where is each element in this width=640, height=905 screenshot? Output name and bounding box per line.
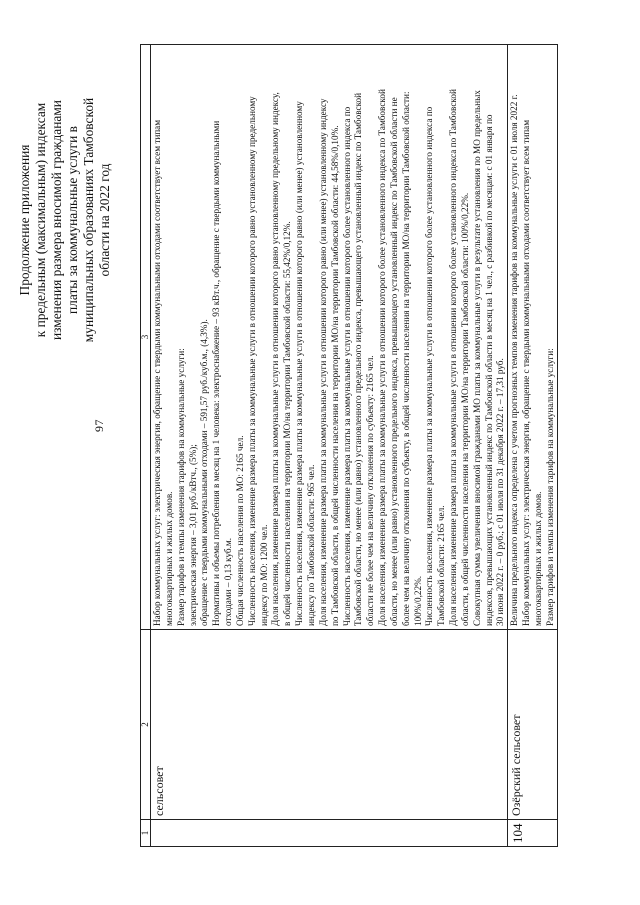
description-line: отходами – 0,13 куб.м.	[223, 538, 234, 626]
header-cell-2: 2	[141, 630, 151, 820]
description-line: Доля населения, изменение размера платы за коммунальные услуги в отношении которого равно установленному предельному индексу,	[270, 92, 281, 626]
description-line: области, в общей численности населения на территории МО/на территории Тамбовской области: 100%/0,22%.	[459, 192, 470, 626]
municipality-name: Озёрский сельсовет	[508, 630, 557, 820]
heading-line: области на 2022 год	[97, 163, 112, 277]
description-line: индексов, превышающих установленный индекс по Тамбовской области в месяц на 1 чел., с разбивкой по месяцам: с 01 января по	[483, 114, 494, 626]
description-line: электрическая энергия – 3,01 руб./кВтч., (5%);	[187, 444, 198, 626]
header-cell-1: 1	[141, 820, 151, 847]
description-line: индексу по МО: 1200 чел.	[258, 524, 269, 626]
header-cell-3: 3	[141, 45, 151, 630]
description-line: Тамбовской области, но менее (или равно) установленного предельного индекса, превышающего установленный индекс по Тамбовской	[353, 92, 364, 626]
description-line: индексу по Тамбовской области: 965 чел.	[305, 464, 316, 626]
description-line: по Тамбовской области, в общей численности населения на территории МО/на территории Тамбовской области: 44,58%/0,10%.	[329, 125, 340, 626]
description-line: Доля населения, изменение размера платы за коммунальные услуги в отношении которого более установленного индекса по Тамбовской	[377, 89, 388, 626]
description-line: 100%/0,22%.	[412, 575, 423, 626]
description-line: Численность населения, изменение размера платы за коммунальные услуги в отношении которого более установленного индекса по	[341, 106, 352, 626]
description-line: области, но менее (или равно) установленного предельного индекса, превышающего установленный индекс по Тамбовской области не	[388, 97, 399, 626]
heading-line: муниципальных образованиях Тамбовской	[81, 97, 96, 343]
description-line: многоквартирных и жилых домов.	[533, 491, 543, 626]
heading-line: изменения размера вносимой гражданами	[49, 100, 64, 340]
appendix-heading	[17, 65, 113, 375]
row-number-cell: 104	[508, 820, 557, 847]
heading-line: Продолжение приложения	[17, 144, 32, 296]
description-line: Размер тарифов и темпы изменения тарифов на коммунальные услуги:	[175, 348, 186, 626]
row-number-cell	[151, 820, 508, 847]
heading-line: к предельным (максимальным) индексам	[33, 102, 48, 338]
description-line: Размер тарифов и темпы изменения тарифов на коммунальные услуги:	[544, 348, 555, 626]
description-line: Общая численность населения по МО: 2165 чел.	[234, 435, 245, 626]
description-line: Совокупная сумма увеличения вносимой гражданами МО платы за коммунальные услуги в результате установления по МО предельных	[471, 90, 482, 626]
page-number: 97	[92, 419, 106, 432]
description-line: области не более чем на величину отклонения по субъекту: 2165 чел.	[365, 355, 376, 626]
row-description	[151, 45, 508, 630]
table-row	[508, 45, 557, 847]
description-line: в общей численности населения на территории МО/на территории Тамбовской области: 55,42%/0,12%.	[282, 221, 293, 626]
table-header-row	[141, 45, 151, 847]
description-line: Величина предельного индекса определена с учетом прогнозных темпов изменения тарифов на коммунальные услуги с 01 июля 2022 г.	[509, 94, 520, 626]
table-row	[151, 45, 508, 847]
description-line: Тамбовской области: 2165 чел.	[436, 505, 447, 626]
description-line: Набор коммунальных услуг: электрическая энергия, обращение с твердыми коммунальными отходами соответствует всем типам	[152, 119, 162, 626]
description-line: Набор коммунальных услуг: электрическая энергия, обращение с твердыми коммунальными отходами соответствует всем типам	[521, 119, 532, 626]
description-line: Численность населения, изменение размера платы за коммунальные услуги в отношении которого равно (или менее) установленному	[294, 101, 305, 626]
description-line: Численность населения, изменение размера платы за коммунальные услуги в отношении которого равно установленному предельному	[246, 96, 257, 626]
description-line: Доля населения, изменение размера платы за коммунальные услуги в отношении которого равно (или менее) установленному индексу	[317, 98, 328, 626]
description-line: обращение с твердыми коммунальными отходами – 591,57 руб./куб.м., (4,3%).	[199, 319, 210, 626]
description-line: Численность населения, изменение размера платы за коммунальные услуги в отношении которого более установленного индекса по	[424, 106, 435, 626]
row-description	[508, 45, 557, 630]
municipality-name: сельсовет	[151, 630, 508, 820]
description-line: 30 июня 2022 г. – 0 руб.; с 01 июля по 31 декабря 2022 г. – 17,31 руб.	[495, 358, 506, 626]
description-line: Доля населения, изменение размера платы за коммунальные услуги в отношении которого более установленного индекса по Тамбовской	[448, 89, 459, 626]
heading-line: платы за коммунальные услуги в	[65, 126, 80, 314]
description-line: более чем на величину отклонения по субъекту, в общей численности населения на территории МО/на территории Тамбовской области:	[400, 91, 411, 626]
index-table	[140, 44, 558, 847]
description-line: многоквартирных и жилых домов.	[163, 491, 174, 626]
description-line: Нормативы и объемы потребления в месяц на 1 человека: электроснабжение – 93 кВт.ч., обращение с твердыми коммунальными	[211, 120, 222, 626]
